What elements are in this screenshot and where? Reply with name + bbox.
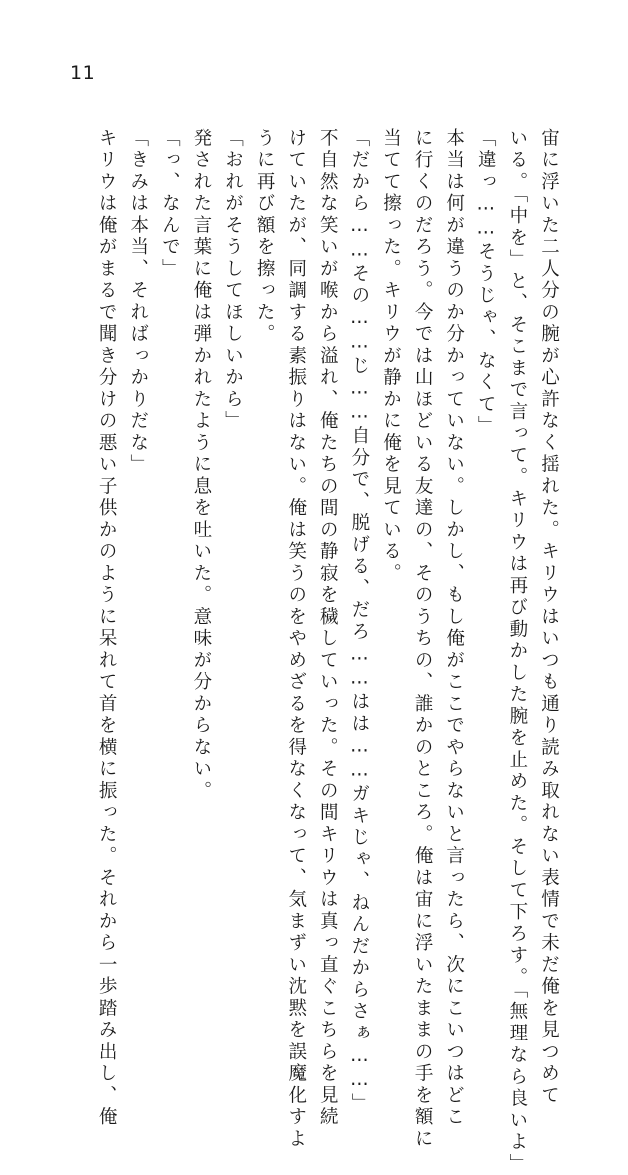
text-line: キリウは俺がまるで聞き分けの悪い子供かのように呆れて首を横に振った。それから一歩踏み出し、俺 [96,128,118,1129]
text-line: うに再び額を擦った。 [254,128,276,346]
text-line: に行くのだろう。今では山ほどいる友達の、そのうちの、誰かのところ。俺は宙に浮いたままの手を額に [412,128,434,1151]
text-line: 「おれがそうしてほしいから」 [222,128,244,433]
text-line: 発された言葉に俺は弾かれたように息を吐いた。意味が分からない。 [190,128,212,803]
text-line: 本当は何が違うのか分かっていない。しかし、もし俺がここでやらないと言ったら、次にこいつはどこ [443,128,465,1129]
text-line: いる。「中を」と、そこまで言って。キリウは再び動かした腕を止めた。そして下ろす。「無理なら良いよ」 [506,128,528,1175]
novel-body-text [58,128,564,1175]
text-line: 宙に浮いた二人分の腕が心許なく揺れた。キリウはいつも通り読み取れない表情で未だ俺を見つめて [538,128,560,1107]
text-line: 「きみは本当、そればっかりだな」 [127,128,149,476]
text-line: 不自然な笑いが喉から溢れ、俺たちの間の静寂を穢していった。その間キリウは真っ直ぐこちらを見続 [317,128,339,1129]
text-line: 「違っ……そうじゃ、なくて」 [475,128,497,438]
text-line: 「だから……その……じ……自分で、脱げる、だろ……はは……ガキじゃ、ねんだからさぁ……」 [348,128,370,1115]
text-line: 「っ、なんで」 [159,128,181,281]
text-line: 当てて擦った。キリウが静かに俺を見ている。 [380,128,402,585]
page-number: 11 [70,62,96,84]
text-line: けていたが、同調する素振りはない。俺は笑うのをやめざるを得なくなって、気まずい沈黙を誤魔化すよ [285,128,307,1151]
